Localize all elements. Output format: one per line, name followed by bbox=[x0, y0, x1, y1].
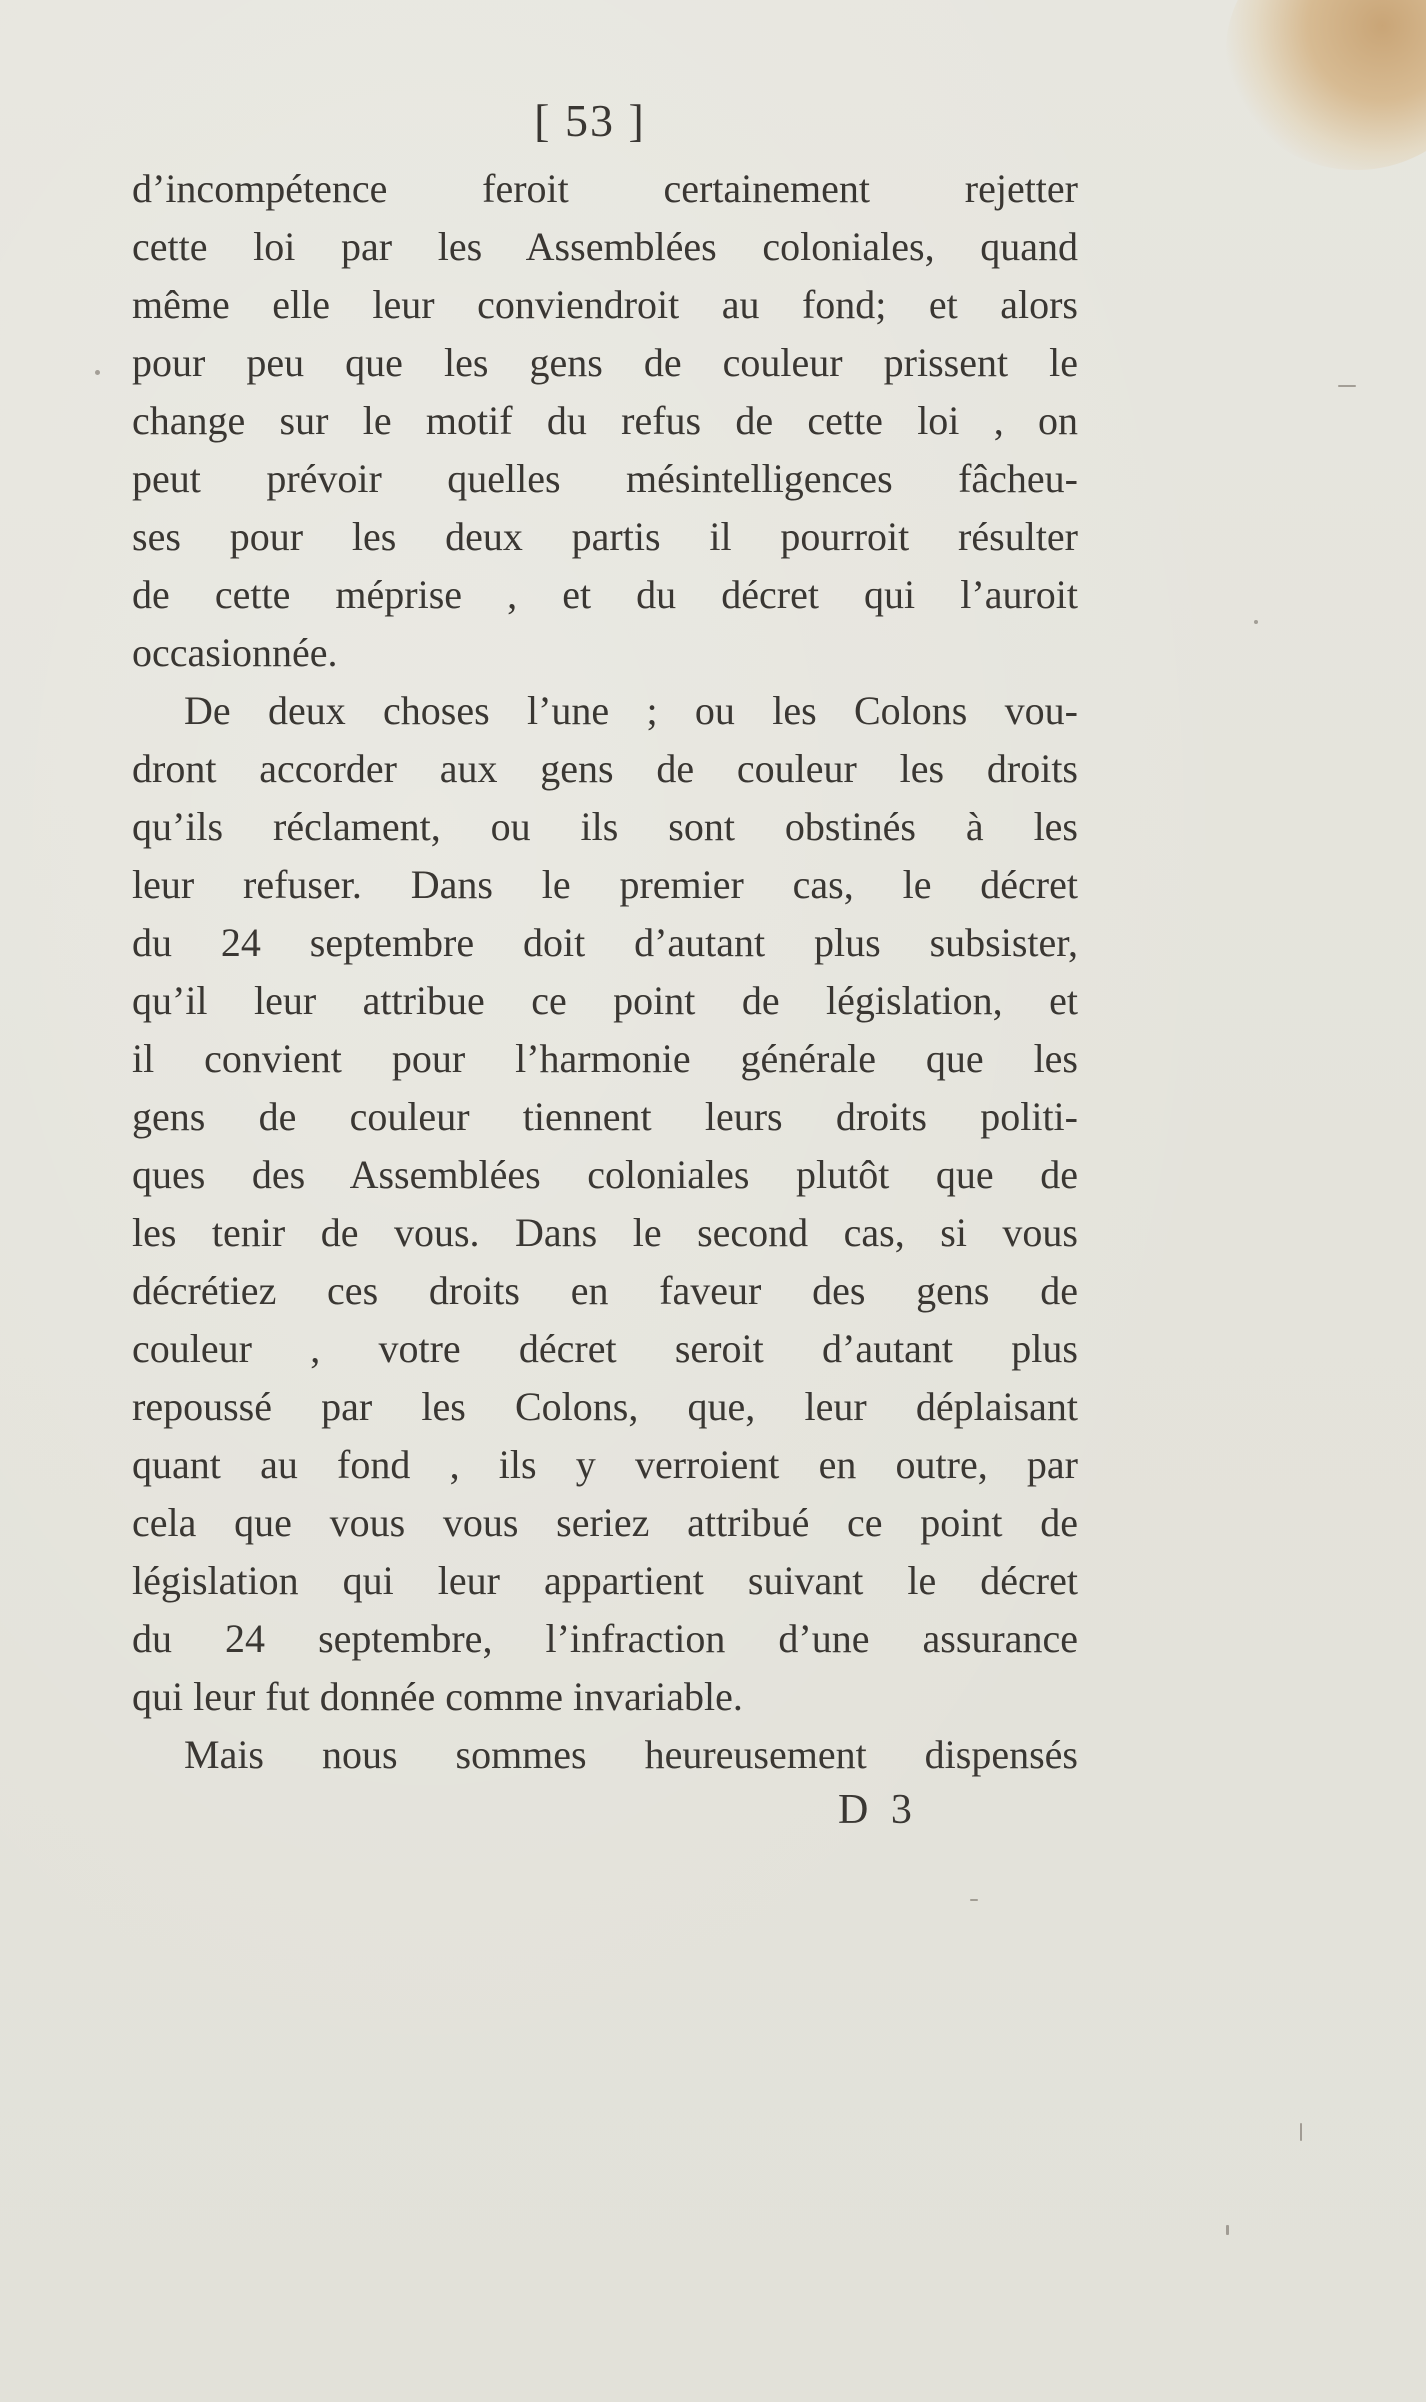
text-line: occasionnée. bbox=[132, 630, 338, 675]
paper-speck bbox=[1254, 620, 1258, 624]
text-line: cette loi par les Assemblées coloniales, quand bbox=[132, 224, 1078, 269]
text-line: pour peu que les gens de couleur prissent le bbox=[132, 340, 1078, 385]
text-line: qui leur fut donnée comme invariable. bbox=[132, 1674, 743, 1719]
text-line: leur refuser. Dans le premier cas, le décret bbox=[132, 862, 1078, 907]
paper-speck bbox=[95, 370, 100, 375]
text-line: dront accorder aux gens de couleur les droits bbox=[132, 746, 1078, 791]
text-line: législation qui leur appartient suivant le décret bbox=[132, 1558, 1078, 1603]
signature-mark: D 3 bbox=[838, 1787, 918, 1833]
paper-speck bbox=[1338, 385, 1356, 387]
corner-stain bbox=[1226, 0, 1426, 170]
paper-speck bbox=[970, 1899, 978, 1901]
text-line: ques des Assemblées coloniales plutôt que de bbox=[132, 1152, 1078, 1197]
text-line: qu’ils réclament, ou ils sont obstinés à les bbox=[132, 804, 1078, 849]
text-line: gens de couleur tiennent leurs droits politi- bbox=[132, 1094, 1078, 1139]
text-line: de cette méprise , et du décret qui l’auroit bbox=[132, 572, 1078, 617]
text-line: Mais nous sommes heureusement dispensés bbox=[184, 1732, 1078, 1777]
text-line: du 24 septembre doit d’autant plus subsister, bbox=[132, 920, 1078, 965]
text-line: qu’il leur attribue ce point de législation, et bbox=[132, 978, 1078, 1023]
text-line: du 24 septembre, l’infraction d’une assurance bbox=[132, 1616, 1078, 1661]
text-line: les tenir de vous. Dans le second cas, si vous bbox=[132, 1210, 1078, 1255]
paper-speck bbox=[1226, 2225, 1229, 2235]
text-line: couleur , votre décret seroit d’autant plus bbox=[132, 1326, 1078, 1371]
text-line: peut prévoir quelles mésintelligences fâcheu- bbox=[132, 456, 1078, 501]
text-line: même elle leur conviendroit au fond; et alors bbox=[132, 282, 1078, 327]
page-number-header: [ 53 ] bbox=[534, 95, 646, 146]
paragraph bbox=[132, 160, 1078, 682]
text-line: cela que vous vous seriez attribué ce point de bbox=[132, 1500, 1078, 1545]
page-text bbox=[132, 160, 1078, 1784]
paragraph bbox=[132, 682, 1078, 1726]
text-line: De deux choses l’une ; ou les Colons vou- bbox=[184, 688, 1078, 733]
text-line: d’incompétence feroit certainement rejetter bbox=[132, 166, 1078, 211]
text-line: il convient pour l’harmonie générale que les bbox=[132, 1036, 1078, 1081]
text-line: décrétiez ces droits en faveur des gens de bbox=[132, 1268, 1078, 1313]
text-line: change sur le motif du refus de cette loi , on bbox=[132, 398, 1078, 443]
paper-speck bbox=[1300, 2123, 1302, 2141]
text-line: quant au fond , ils y verroient en outre, par bbox=[132, 1442, 1078, 1487]
text-line: ses pour les deux partis il pourroit résulter bbox=[132, 514, 1078, 559]
text-line: repoussé par les Colons, que, leur déplaisant bbox=[132, 1384, 1078, 1429]
paragraph bbox=[132, 1726, 1078, 1784]
